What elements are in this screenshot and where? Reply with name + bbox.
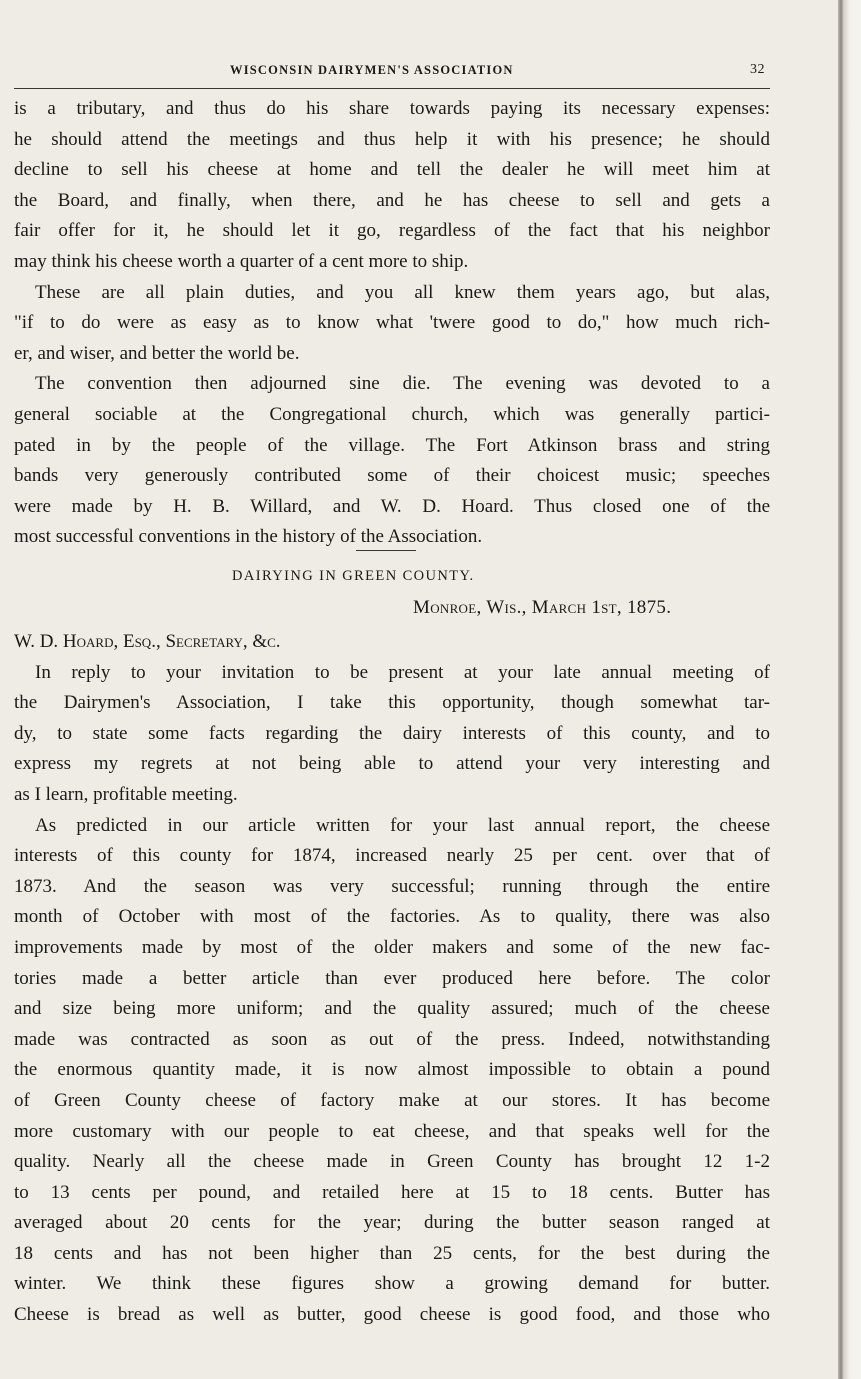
section-heading: DAIRYING IN GREEN COUNTY.	[232, 568, 475, 584]
running-title: WISCONSIN DAIRYMEN'S ASSOCIATION	[230, 63, 514, 77]
text-line: pated in by the people of the village. The Fort Atkinson brass and string	[14, 434, 770, 456]
section-divider	[356, 550, 416, 551]
page-binding-edge	[838, 0, 861, 1379]
text-line: tories made a better article than ever produced here before. The color	[14, 967, 770, 989]
text-line: 18 cents and has not been higher than 25 cents, for the best during the	[14, 1242, 770, 1264]
text-line: er, and wiser, and better the world be.	[14, 342, 300, 364]
page-header	[0, 60, 840, 84]
text-line: interests of this county for 1874, increased nearly 25 per cent. over that of	[14, 845, 770, 867]
text-line: he should attend the meetings and thus help it with his presence; he should	[14, 128, 770, 150]
text-line: made was contracted as soon as out of the press. Indeed, notwithstanding	[14, 1028, 770, 1050]
text-line: dy, to state some facts regarding the dairy interests of this county, and to	[14, 722, 770, 744]
text-line: These are all plain duties, and you all knew them years ago, but alas,	[35, 281, 770, 303]
text-line: The convention then adjourned sine die. The evening was devoted to a	[35, 373, 770, 395]
text-line: Cheese is bread as well as butter, good cheese is good food, and those who	[14, 1304, 770, 1326]
page-number: 32	[750, 62, 765, 77]
letter-salutation: W. D. Hoard, Esq., Secretary, &c.	[14, 631, 281, 652]
text-line: more customary with our people to eat cheese, and that speaks well for the	[14, 1120, 770, 1142]
text-line: the Board, and finally, when there, and he has cheese to sell and gets a	[14, 189, 770, 211]
text-line: improvements made by most of the older makers and some of the new fac-	[14, 936, 770, 958]
text-line: decline to sell his cheese at home and tell the dealer he will meet him at	[14, 159, 770, 181]
text-line: winter. We think these figures show a growing demand for butter.	[14, 1273, 770, 1295]
green-county-letter	[14, 627, 770, 1331]
text-line: express my regrets at not being able to attend your very interesting and	[14, 753, 770, 775]
text-line: bands very generously contributed some of their choicest music; speeches	[14, 465, 770, 487]
text-line: of Green County cheese of factory make at our stores. It has become	[14, 1089, 770, 1111]
text-line: quality. Nearly all the cheese made in Green County has brought 12 1-2	[14, 1151, 770, 1173]
text-line: may think his cheese worth a quarter of a cent more to ship.	[14, 250, 469, 272]
text-line: As predicted in our article written for your last annual report, the cheese	[35, 814, 770, 836]
text-line: the enormous quantity made, it is now almost impossible to obtain a pound	[14, 1059, 770, 1081]
text-line: fair offer for it, he should let it go, regardless of the fact that his neighbor	[14, 220, 770, 242]
convention-closing-text	[14, 94, 770, 553]
text-line: general sociable at the Congregational church, which was generally partici-	[14, 403, 770, 425]
text-line: month of October with most of the factories. As to quality, there was also	[14, 906, 770, 928]
text-line: In reply to your invitation to be present at your late annual meeting of	[35, 661, 770, 683]
text-line: were made by H. B. Willard, and W. D. Hoard. Thus closed one of the	[14, 495, 770, 517]
text-line: and size being more uniform; and the quality assured; much of the cheese	[14, 998, 770, 1020]
text-line: the Dairymen's Association, I take this opportunity, though somewhat tar-	[14, 692, 770, 714]
text-line: as I learn, profitable meeting.	[14, 783, 238, 805]
header-rule	[14, 88, 770, 89]
text-line: "if to do were as easy as to know what 'twere good to do," how much rich-	[14, 312, 770, 334]
text-line: to 13 cents per pound, and retailed here at 15 to 18 cents. Butter has	[14, 1181, 770, 1203]
text-line: 1873. And the season was very successful; running through the entire	[14, 875, 770, 897]
text-line: is a tributary, and thus do his share towards paying its necessary expenses:	[14, 98, 770, 119]
text-line: most successful conventions in the history of the Association.	[14, 526, 483, 548]
text-line: averaged about 20 cents for the year; during the butter season ranged at	[14, 1212, 770, 1234]
letter-dateline: Monroe, Wis., March 1st, 1875.	[413, 597, 672, 618]
